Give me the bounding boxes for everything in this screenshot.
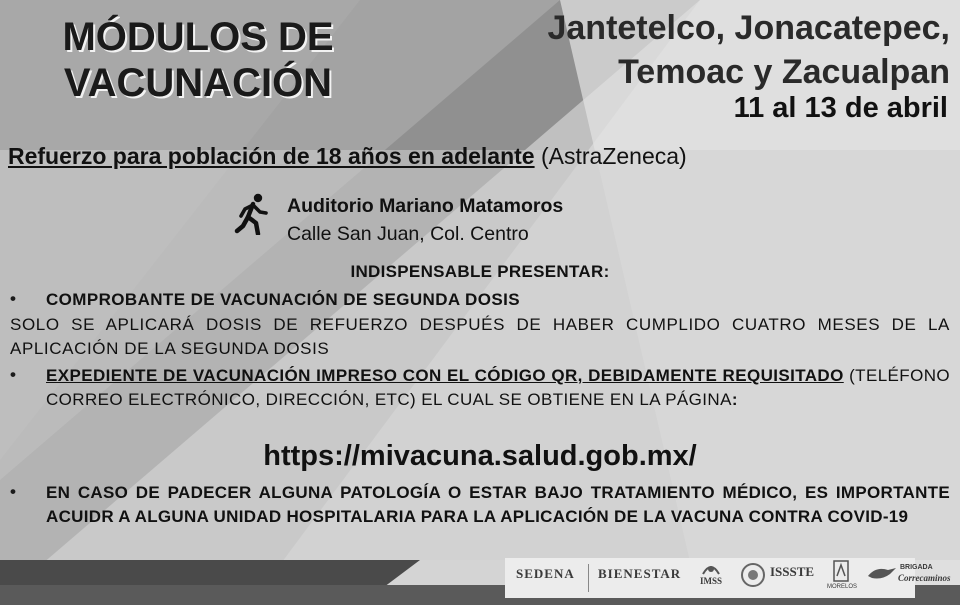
booster-note: SOLO SE APLICARÁ DOSIS DE REFUERZO DESPUÉS DE HABER CUMPLIDO CUATRO MESES DE LA APLICACIÓN DE LA SEGUNDA DOSIS <box>10 315 950 358</box>
footer-logos <box>0 548 960 605</box>
event-dates: 11 al 13 de abril <box>733 92 948 124</box>
venue-info <box>287 192 563 248</box>
bullet-2: • <box>10 365 16 384</box>
record-requirement-details: (TELÉFONO CORREO ELECTRÓNICO, DIRECCIÓN, ETC) EL CUAL SE OBTIENE EN LA PÁGINA <box>46 366 950 409</box>
places-line-2: Temoac y Zacualpan <box>618 53 950 91</box>
bullet-1: • <box>10 289 16 308</box>
venue-name: Auditorio Mariano Matamoros <box>287 195 564 217</box>
walking-person-icon <box>234 193 270 235</box>
record-requirement-bold: EXPEDIENTE DE VACUNACIÓN IMPRESO CON EL CÓDIGO QR, DEBIDAMENTE REQUISITADO <box>46 366 844 385</box>
requirement-vaccination-proof: COMPROBANTE DE VACUNACIÓN DE SEGUNDA DOSIS <box>46 290 520 309</box>
roadrunner-icon <box>866 564 898 582</box>
imss-logo: IMSS <box>700 576 723 586</box>
requirement-vaccination-record <box>46 364 950 412</box>
booster-vaccine: (AstraZeneca) <box>534 143 687 169</box>
morelos-logo: MORELOS <box>827 584 858 590</box>
page-title <box>28 14 368 106</box>
brigada-logo: BRIGADA <box>900 564 933 571</box>
record-requirement-colon: : <box>731 390 738 409</box>
issste-logo: ISSSTE <box>770 564 815 579</box>
places-line-1: Jantetelco, Jonacatepec, <box>547 9 950 47</box>
municipalities <box>547 6 950 94</box>
booster-population: Refuerzo para población de 18 años en adelante <box>8 143 535 169</box>
venue-address: Calle San Juan, Col. Centro <box>287 223 529 245</box>
bullet-3: • <box>10 482 16 501</box>
title-line-2: VACUNACIÓN <box>63 61 333 105</box>
registration-url[interactable]: https://mivacuna.salud.gob.mx/ <box>263 440 697 472</box>
imss-emblem-icon <box>701 560 721 576</box>
issste-emblem-icon <box>740 562 766 588</box>
morelos-emblem-icon <box>833 560 849 582</box>
correcaminos-logo: Correcaminos <box>898 573 951 583</box>
bienestar-logo: BIENESTAR <box>598 566 682 581</box>
requirements-heading: INDISPENSABLE PRESENTAR: <box>350 262 610 281</box>
medical-condition-notice: EN CASO DE PADECER ALGUNA PATOLOGÍA O ESTAR BAJO TRATAMIENTO MÉDICO, ES IMPORTANTE ACUIDR A ALGUNA UNIDAD HOSPITALARIA PARA LA APLICACIÓN DE LA VACUNA CONTRA COVID-19 <box>46 483 950 526</box>
booster-line <box>8 143 687 170</box>
sedena-logo: SEDENA <box>516 566 575 581</box>
title-line-1: MÓDULOS DE <box>62 15 334 59</box>
